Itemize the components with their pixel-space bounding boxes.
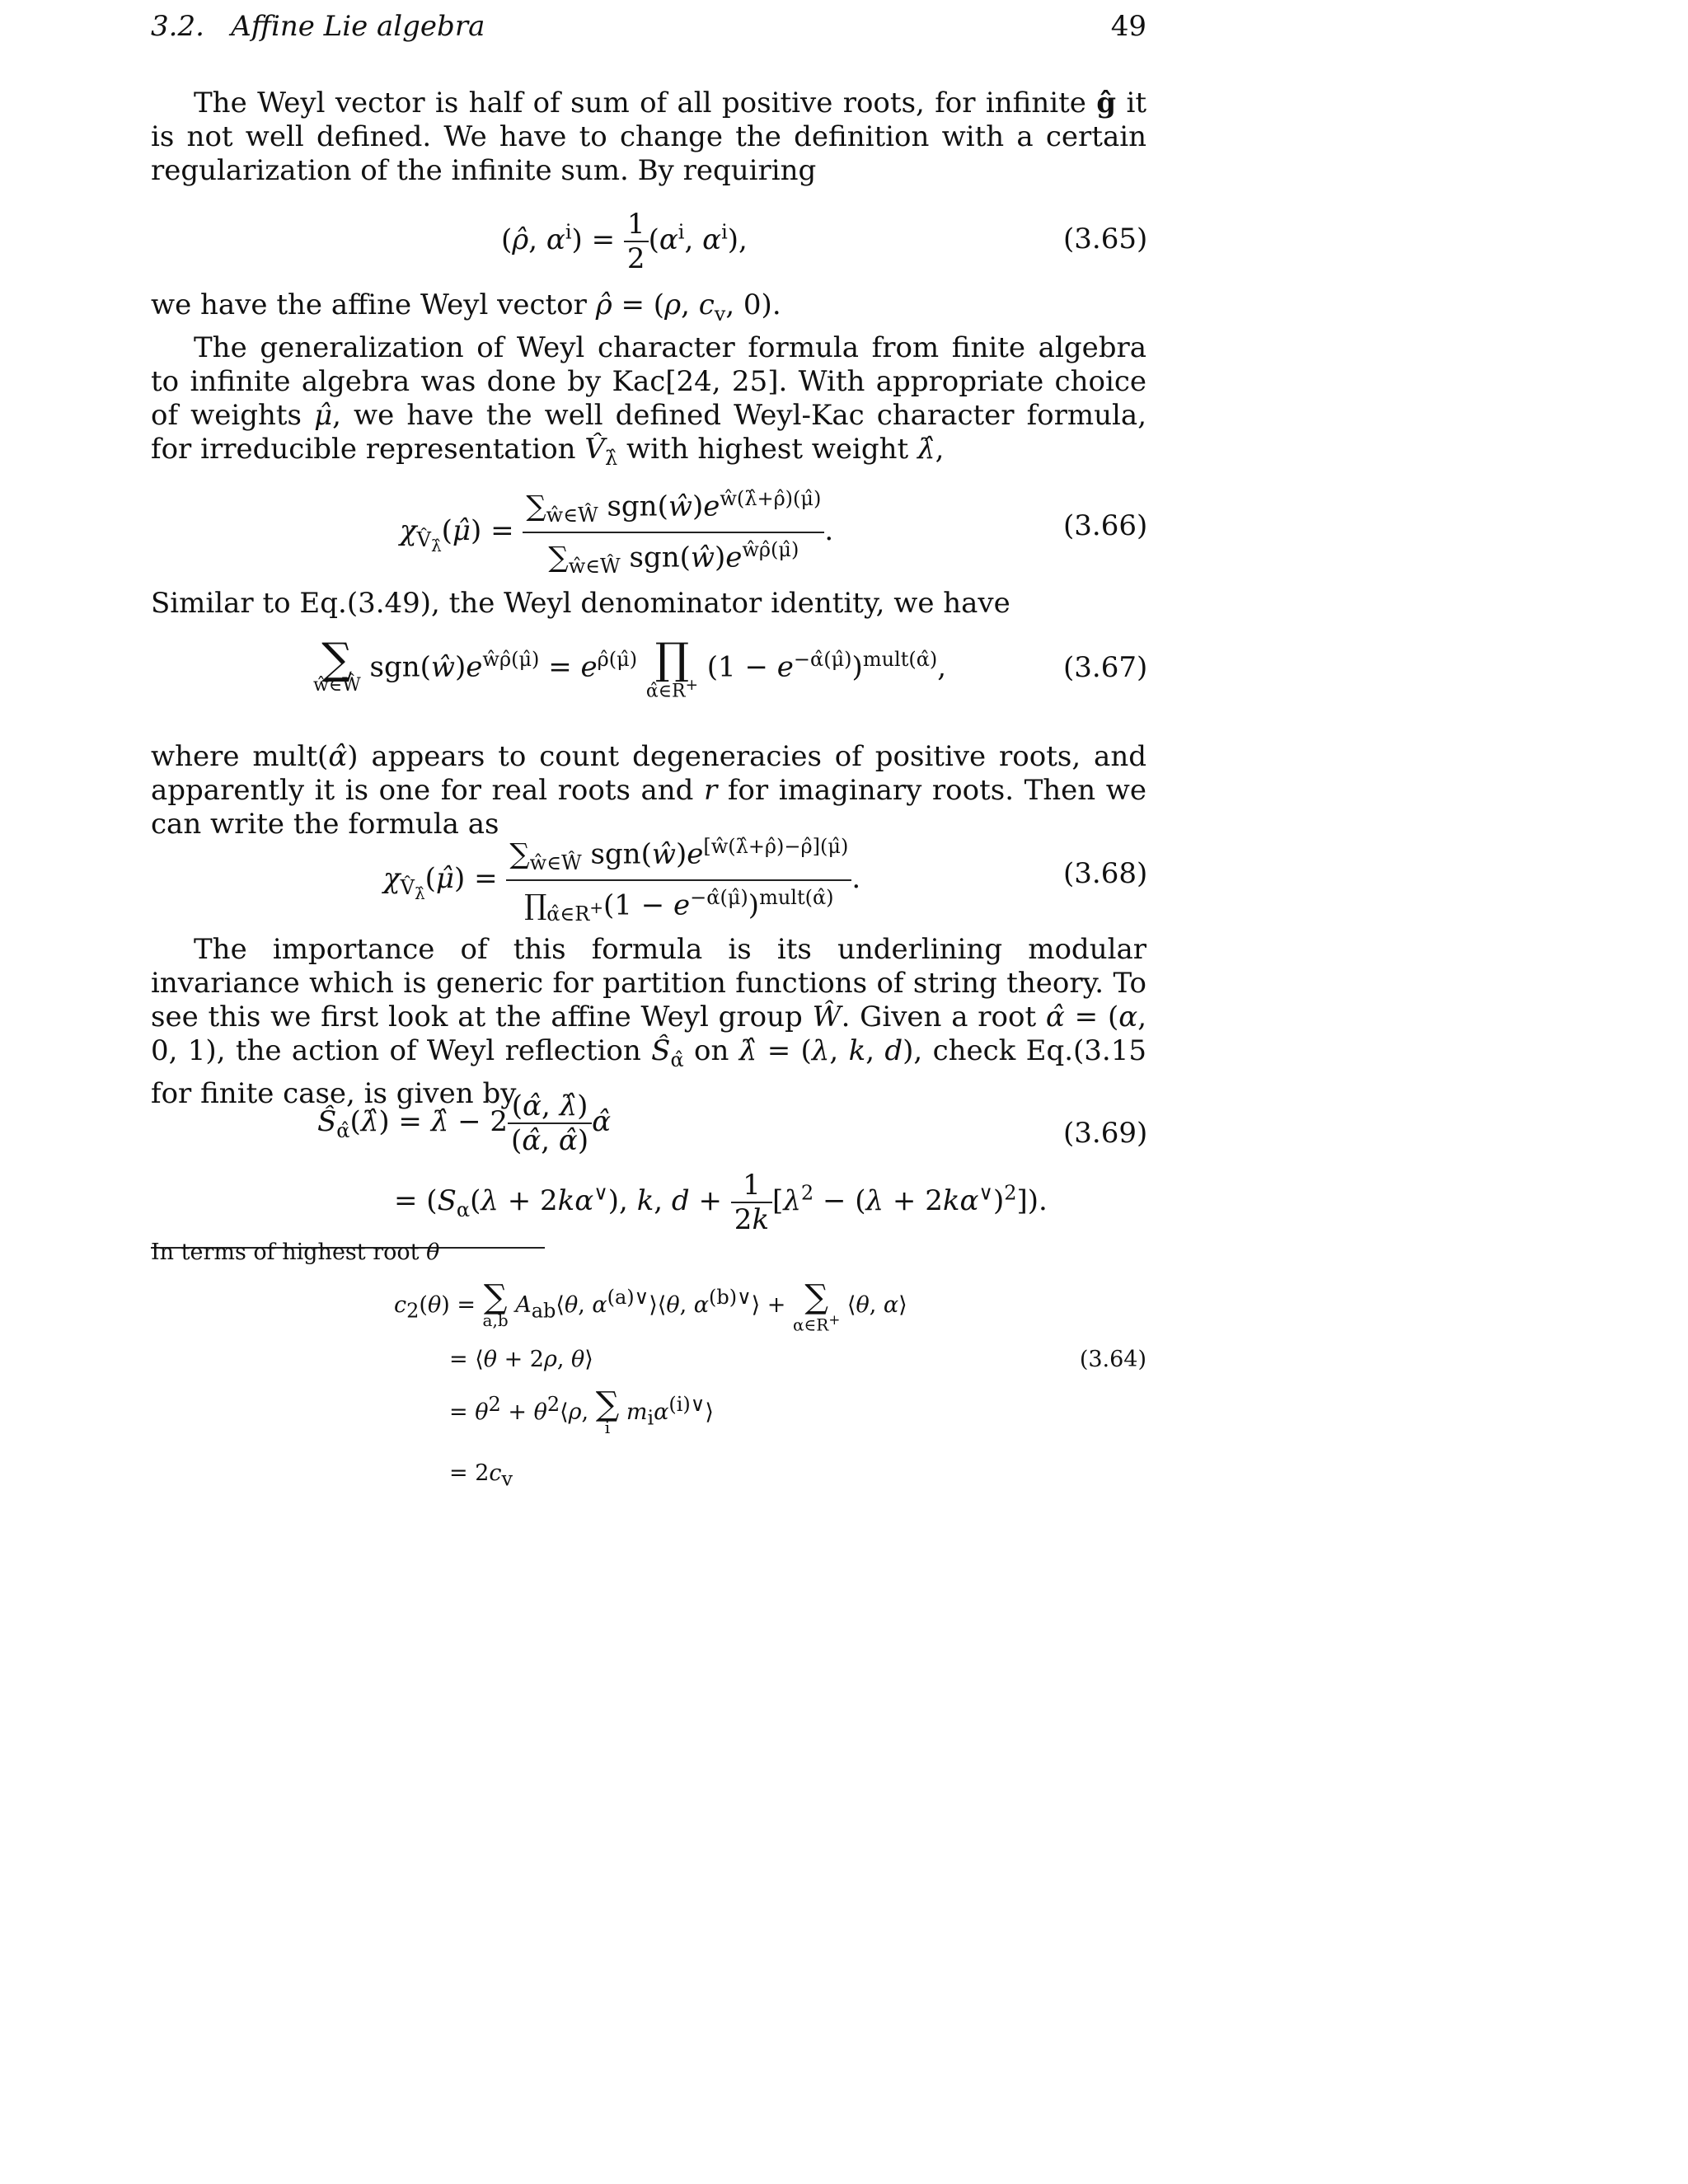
equation-3-66: $\chi_{V̂_{\lambdâ}}(\mû)$ = $\frac{\sum_{ŵ\in Ŵ} sgn(ŵ)e^{ŵ(\lambdâ+\rhô)(\mû)}}{\sum_{ŵ\in Ŵ} sgn(ŵ)e^{ŵ\rhô(\mû)}}$ . (400, 482, 833, 583)
footnote-equation-line3: = θ2 + θ2⟨ρ, ∑ i miα(i)∨⟩ (449, 1385, 714, 1437)
equation-3-65: (ρ̂, $\alpha^i$) = $\frac{1}{2}$ ($\alpha^i$, $\alpha^i$), (501, 208, 748, 275)
equation-3-67: ∑ ŵ∈Ŵ $sgn(ŵ)e^{ŵ\rhô(\mû)} = e^{\rhô(\mû)}$ ∏ α̂∈R+ $(1 - e^{-\alphâ(\mû)})^{mult(\alphâ)}$, (313, 635, 947, 702)
equation-number: (3.64) (1079, 1347, 1146, 1372)
footnote-equation-line2: = ⟨θ + 2ρ, θ⟩ (449, 1347, 593, 1372)
equation-number: (3.69) (1063, 1117, 1148, 1150)
paragraph-weyl-kac: we have the affine Weyl vector ρ̂ = (ρ, $c_v$, 0). The generalization of Weyl character formula from finite algebra to infinite algebra was done by Kac[24, 25]. With appropriate choice of weights μ̂, we have the well defined Weyl-Kac character formula, for irreducible representation $V̂_{\lambdâ}$ with highest weight λ̂, (151, 288, 1146, 470)
paragraph-denominator: Similar to Eq.(3.49), the Weyl denominator identity, we have (151, 587, 1010, 620)
footnote-text: In terms of highest root θ (151, 1240, 440, 1265)
footnote-equation-line4: = 2cv (449, 1460, 513, 1491)
running-header (151, 10, 485, 43)
equation-3-69-line2: = ($S_\alpha(\lambda + 2k\alpha^\vee)$, k, d + $\frac{1}{2k}$ $[\lambda^2 - (\lambda + 2k\alpha^\vee)^2]$). (394, 1169, 1048, 1236)
paragraph-mult: where mult(α̂) appears to count degeneracies of positive roots, and apparently it is one for real roots and r for imaginary roots. Then we can write the formula as (151, 740, 1146, 841)
equation-number: (3.67) (1063, 651, 1148, 684)
equation-number: (3.65) (1063, 223, 1148, 255)
equation-3-68: $\chi_{V̂_{\lambdâ}}(\mû)$ = $\frac{\sum_{ŵ\in Ŵ} sgn(ŵ)e^{[ŵ(\lambdâ+\rhô)-\rhô](\mû)}}{\prod_{\alphâ\in R^+}(1 - e^{-\alphâ(\mû)})^{mult(\alphâ)}}$ . (383, 830, 860, 930)
page-number: 49 (1110, 10, 1146, 43)
equation-number: (3.66) (1063, 509, 1148, 542)
paragraph-weyl-vector: The Weyl vector is half of sum of all positive roots, for infinite ĝ it is not well defined. We have to change the definition with a certain regularization of the infinite sum. By requiring (151, 87, 1146, 187)
section-title: 3.2. Affine Lie algebra (151, 10, 485, 43)
equation-number: (3.68) (1063, 857, 1148, 890)
equation-3-69-line1: $Ŝ_{\alphâ}(\lambdâ)$ = λ̂ − 2 $\frac{(\alphâ, \lambdâ)}{(\alphâ, \alphâ)}$ α̂ (317, 1090, 612, 1157)
paragraph-modular: The importance of this formula is its underlining modular invariance which is generic for partition functions of string theory. To see this we first look at the affine Weyl group Ŵ. Given a root α̂ = (α, 0, 1), the action of Weyl reflection $Ŝ_{\alphâ}$ on λ̂ = (λ, k, d), check Eq.(3.15 for finite case, is given by (151, 933, 1147, 1110)
footnote-equation-line1: c2(θ) = ∑ a,b Aab⟨θ, α(a)∨⟩⟨θ, α(b)∨⟩ + ∑ α∈R+ ⟨θ, α⟩ (394, 1278, 907, 1335)
